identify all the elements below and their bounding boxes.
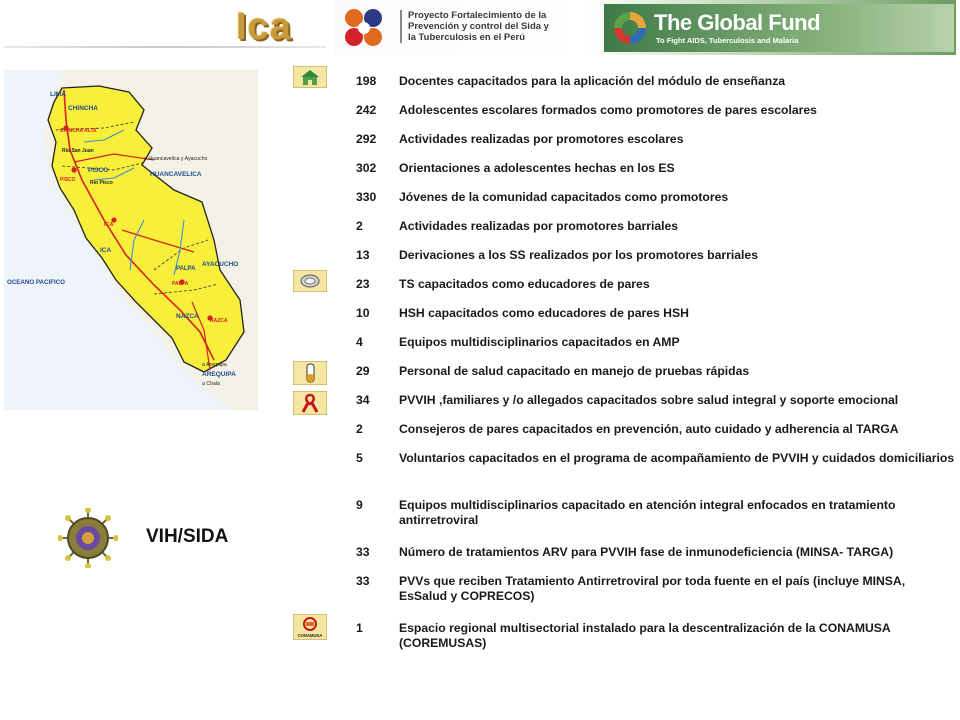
map-label-huancavelica: HUANCAVELICA — [150, 171, 202, 178]
page-title: Ica — [236, 6, 292, 48]
row-description: Espacio regional multisectorial instalado para la descentralización de la CONAMUSA (COREMUSAS) — [399, 621, 891, 650]
row-description: Docentes capacitados para la aplicación del módulo de enseñanza — [399, 74, 786, 88]
row-number: 23 — [356, 277, 370, 291]
row-description: Derivaciones a los SS realizados por los promotores barriales — [399, 248, 758, 262]
row-number: 5 — [356, 451, 363, 465]
red-ribbon-icon — [293, 391, 327, 415]
global-fund-logo — [604, 4, 954, 52]
row-number: 13 — [356, 248, 370, 262]
map-label-to-huancavelica: a Huancavelica y Ayacucho — [144, 156, 208, 162]
row-description: TS capacitados como educadores de pares — [399, 277, 650, 291]
row-description: Voluntarios capacitados en el programa de acompañamiento de PVVIH y cuidados domiciliarios — [399, 451, 955, 465]
row-description: PVVs que reciben Tratamiento Antirretroviral por toda fuente en el país (incluye MINSA, EsSalud y COPRECOS) — [399, 574, 906, 603]
map-label-ica-province: ICA — [100, 247, 112, 254]
row-description: Adolescentes escolares formados como promotores de pares escolares — [399, 103, 817, 117]
project-line: Prevención y control del Sida y — [408, 21, 549, 32]
section-label: VIH/SIDA — [146, 526, 229, 547]
map-label-rio-san-juan: Río San Juan — [62, 148, 94, 154]
house-icon — [293, 66, 327, 88]
map-label-rio-pisco: Río Pisco — [90, 180, 113, 186]
map-label-palpa-province: PALPA — [176, 266, 196, 272]
map-label-nazca-city: NAZCA — [210, 318, 228, 324]
project-logo-icon — [340, 4, 388, 50]
row-description: PVVIH ,familiares y /o allegados capacitados sobre salud integral y soporte emocional — [399, 393, 899, 407]
row-number: 4 — [356, 335, 363, 349]
map-label-to-chala: a Chala — [202, 381, 220, 387]
row-description: Orientaciones a adolescentes hechas en los ES — [399, 161, 675, 175]
test-tube-icon — [293, 361, 327, 385]
row-number: 242 — [356, 103, 377, 117]
row-number: 292 — [356, 132, 377, 146]
map-label-arequipa: AREQUIPA — [202, 371, 236, 378]
row-number: 2 — [356, 422, 363, 436]
map-label-pisco-province: PISCO — [88, 167, 109, 174]
map-label-ica-city: ICA — [104, 222, 114, 228]
row-number: 302 — [356, 161, 377, 175]
title-area — [0, 0, 330, 55]
row-number: 2 — [356, 219, 363, 233]
row-number: 33 — [356, 545, 370, 559]
map-label-pisco-city: PISCO — [60, 177, 76, 183]
row-number: 29 — [356, 364, 370, 378]
map-label-ayacucho: AYACUCHO — [202, 261, 239, 268]
row-description: HSH capacitados como educadores de pares HSH — [399, 306, 689, 320]
sponsor-banner — [334, 0, 956, 55]
map-label-chincha-alta: CHINCHA ALTA — [60, 128, 97, 134]
map-label-palpa-city: PALPA — [172, 281, 189, 287]
project-line: la Tuberculosis en el Perú — [408, 32, 526, 43]
row-number: 1 — [356, 621, 363, 635]
map-label-lima: LIMA — [50, 91, 66, 98]
condom-icon — [293, 270, 327, 292]
row-number: 34 — [356, 393, 370, 407]
row-description: Número de tratamientos ARV para PVVIH fase de inmunodeficiencia (MINSA- TARGA) — [399, 545, 894, 559]
row-description: Consejeros de pares capacitados en prevención, auto cuidado y adherencia al TARGA — [399, 422, 899, 436]
global-fund-title: The Global Fund — [654, 10, 821, 35]
project-name — [400, 10, 588, 43]
row-description: Jóvenes de la comunidad capacitados como promotores — [399, 190, 729, 204]
conamusa-logo-icon — [293, 614, 327, 640]
row-description: Personal de salud capacitado en manejo de pruebas rápidas — [399, 364, 750, 378]
project-line: Proyecto Fortalecimiento de la — [408, 10, 547, 21]
row-description: Actividades realizadas por promotores barriales — [399, 219, 679, 233]
conamusa-logo-text: CONAMUSA — [297, 633, 323, 638]
global-fund-subtitle: To Fight AIDS, Tuberculosis and Malaria — [656, 36, 799, 45]
row-description: Actividades realizadas por promotores escolares — [399, 132, 684, 146]
global-fund-swirl-icon — [610, 8, 650, 48]
row-number: 9 — [356, 498, 363, 512]
map-label-nazca-province: NAZCA — [176, 313, 199, 320]
ica-region-map — [4, 70, 258, 410]
row-description: Equipos multidisciplinarios capacitado en atención integral enfocados en tratamiento antirretroviral — [399, 498, 896, 527]
row-number: 10 — [356, 306, 370, 320]
map-label-ocean: OCEANO PACIFICO — [7, 279, 65, 286]
map-label-chincha: CHINCHA — [68, 105, 98, 112]
row-number: 330 — [356, 190, 377, 204]
row-number: 198 — [356, 74, 377, 88]
row-number: 33 — [356, 574, 370, 588]
row-description: Equipos multidisciplinarios capacitados en AMP — [399, 335, 680, 349]
hiv-virus-icon — [58, 508, 118, 568]
map-label-to-arequipa: a Arequipa — [202, 362, 227, 368]
